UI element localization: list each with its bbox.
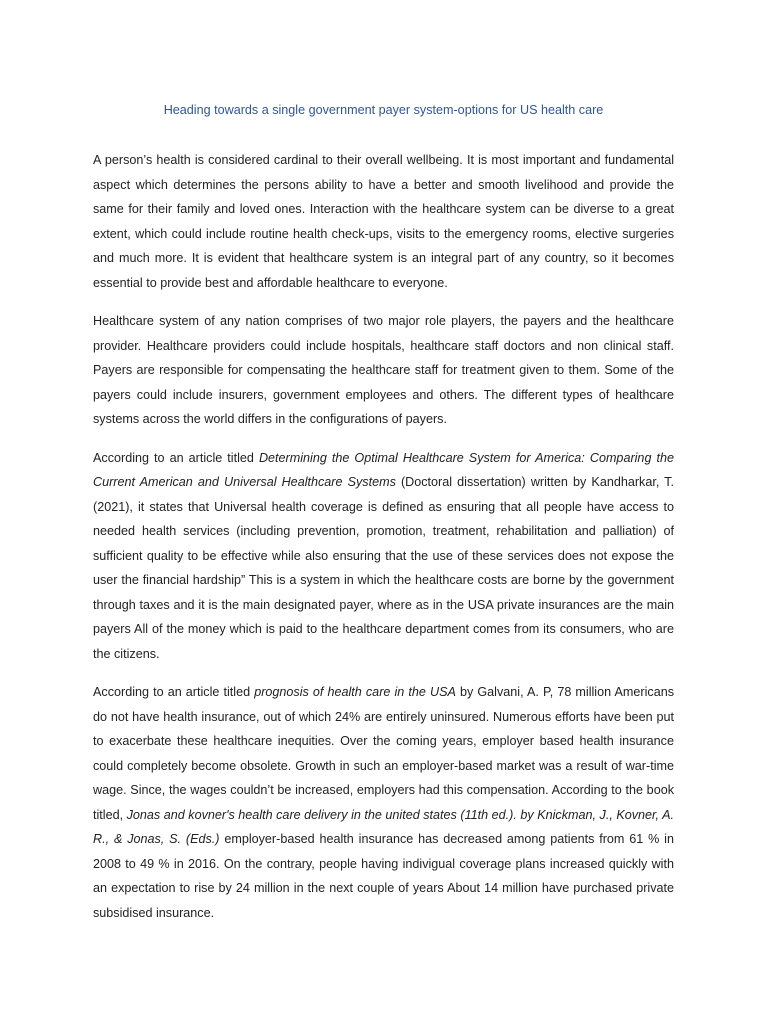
document-body	[93, 100, 674, 939]
paragraph-text: Healthcare system of any nation comprises of two major role players, the payers and the healthcare provider. Healthcare providers could include hospitals, healthcare staff doctors and non clinical staff. Payers are responsible for compensating the healthcare staff for treatment given to them. Some of the payers could include insurers, government employees and others. The different types of healthcare systems across the world differs in the configurations of payers.	[93, 314, 674, 426]
paragraph-us-insurance	[93, 680, 674, 925]
paragraph-payers-providers	[93, 309, 674, 432]
paragraph-text: employer-based health insurance has decreased among patients from 61 % in 2008 to 49 % in 2016. On the contrary, people having indivigual coverage plans increased quickly with an expectation to rise by 24 million in the next couple of years About 14 million have purchased private subsidised insurance.	[93, 832, 674, 920]
paragraph-intro: According to an article titled	[93, 450, 259, 465]
book-title-citation: Jonas and kovner's health care delivery in the united states (11th ed.). by Knickman, J., Kovner, A. R., & Jonas, S. (Eds.)	[93, 807, 674, 846]
paragraph-text: (Doctoral dissertation) written by Kandharkar, T. (2021), it states that Universal health coverage is defined as ensuring that all people have access to needed health services (including prevention, promotion, treatment, rehabilitation and palliation) of sufficient quality to be effective while also ensuring that the use of these services does not expose the user the financial hardship” This is a system in which the healthcare costs are borne by the government through taxes and it is the main designated payer, where as in the USA private insurances are the main payers All of the money which is paid to the healthcare department comes from its consumers, who are the citizens.	[93, 475, 674, 661]
article-title-citation: Determining the Optimal Healthcare System for America: Comparing the Current American and Universal Healthcare Systems	[93, 450, 674, 489]
paragraph-intro: According to an article titled	[93, 685, 255, 699]
paragraph-text: A person’s health is considered cardinal to their overall wellbeing. It is most important and fundamental aspect which determines the persons ability to have a better and smooth livelihood and provide the same for their family and loved ones. Interaction with the healthcare system can be diverse to a great extent, which could include routine health check-ups, visits to the emergency rooms, elective surgeries and much more. It is evident that healthcare system is an integral part of any country, so it becomes essential to provide best and affordable healthcare to everyone.	[93, 153, 674, 290]
article-title-citation: prognosis of health care in the USA	[254, 685, 456, 699]
paragraph-text: by Galvani, A. P, 78 million Americans do not have health insurance, out of which 24% are entirely uninsured. Numerous efforts have been put to exacerbate these healthcare inequities. Over the coming years, employer based health insurance could completely become obsolete. Growth in such an employer-based market was a result of war-time wage. Since, the wages couldn’t be increased, employers had this compensation. According to the book titled,	[93, 685, 675, 822]
document-title: Heading towards a single government payer system-options for US health care	[163, 103, 604, 117]
paragraph-health-importance	[93, 148, 674, 295]
paragraph-universal-coverage	[93, 446, 674, 667]
